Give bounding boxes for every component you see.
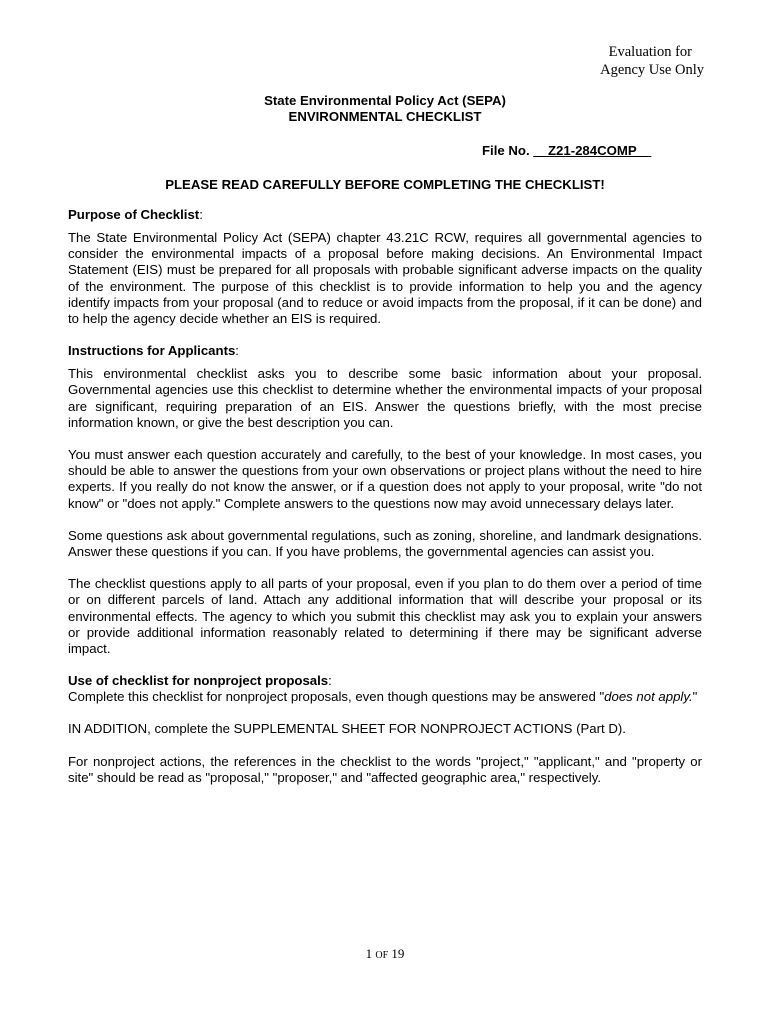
addition-paragraph: IN ADDITION, complete the SUPPLEMENTAL SHEET FOR NONPROJECT ACTIONS (Part D). (68, 721, 626, 737)
page-number (0, 946, 770, 962)
nonproject-paragraph (68, 689, 702, 705)
purpose-heading-text: Purpose of Checklist (68, 207, 200, 222)
document-body (68, 207, 702, 802)
instructions-heading-text: Instructions for Applicants (68, 343, 236, 359)
file-label: File No. (482, 143, 530, 158)
page-current: 1 (365, 946, 373, 961)
page-total: 19 (391, 946, 405, 961)
instructions-paragraph-1: This environmental checklist asks you to describe some basic information about your proposal. Governmental agencies use this checklist to determine whether the environmental impacts of your proposal are significant, requiring preparation of an EIS. Answer the questions briefly, with the most precise information known, or give the best description you can. (68, 366, 702, 430)
instructions-paragraph-2: You must answer each question accurately and carefully, to the best of your knowledge. In most cases, you should be able to answer the questions from your own observations or project plans without the need to hire experts. If you really do not know the answer, or if a question does not apply to your proposal, write "do not know" or "does not apply." Complete answers to the questions now may avoid unnecessary delays later. (68, 447, 702, 511)
page-of: OF (375, 950, 389, 961)
instructions-heading (68, 343, 702, 359)
nonproject-heading-text: Use of checklist for nonproject proposals (68, 673, 329, 689)
purpose-paragraph: The State Environmental Policy Act (SEPA) chapter 43.21C RCW, requires all governmental agencies to consider the environmental impacts of a proposal before making decisions. An Environmental Impact Statement (EIS) must be prepared for all proposals with probable significant adverse impacts on the quality of the environment. The purpose of this checklist is to provide information to help you and the agency identify impacts from your proposal (and to reduce or avoid impacts from the proposal, if it can be done) and to help the agency decide whether an EIS is required. (68, 230, 702, 327)
nonproject-text: Complete this checklist for nonproject proposals, even though questions may be answered " (68, 689, 605, 705)
nonproject-heading (68, 673, 702, 689)
instructions-paragraph-3: Some questions ask about governmental regulations, such as zoning, shoreline, and landmark designations. Answer these questions if you can. If you have problems, the governmental agencies can assist you. (68, 527, 702, 560)
file-number (482, 143, 651, 158)
document-title (0, 93, 770, 125)
eval-line2: Agency Use Only (600, 62, 704, 78)
title-line2: ENVIRONMENTAL CHECKLIST (288, 109, 482, 124)
file-value: __Z21-284COMP__ (533, 143, 652, 158)
references-paragraph: For nonproject actions, the references in the checklist to the words "project," "applicant," and "property or site" should be read as "proposal," "proposer," and "affected geographic area," respectively. (68, 753, 702, 785)
instructions-colon: : (235, 343, 239, 359)
eval-line1: Evaluation for (608, 44, 692, 60)
title-line1: State Environmental Policy Act (SEPA) (264, 93, 506, 108)
agency-use-label (544, 43, 704, 79)
warning-banner: PLEASE READ CAREFULLY BEFORE COMPLETING THE CHECKLIST! (165, 177, 605, 192)
nonproject-italic: does not apply. (604, 689, 693, 705)
nonproject-close-quote: " (692, 689, 698, 705)
nonproject-colon: : (328, 673, 332, 689)
purpose-heading (68, 207, 702, 223)
purpose-colon: : (199, 207, 203, 222)
instructions-paragraph-4: The checklist questions apply to all parts of your proposal, even if you plan to do them over a period of time or on different parcels of land. Attach any additional information that will describe your proposal or its environmental effects. The agency to which you submit this checklist may ask you to explain your answers or provide additional information reasonably related to determining if there may be significant adverse impact. (68, 576, 702, 657)
